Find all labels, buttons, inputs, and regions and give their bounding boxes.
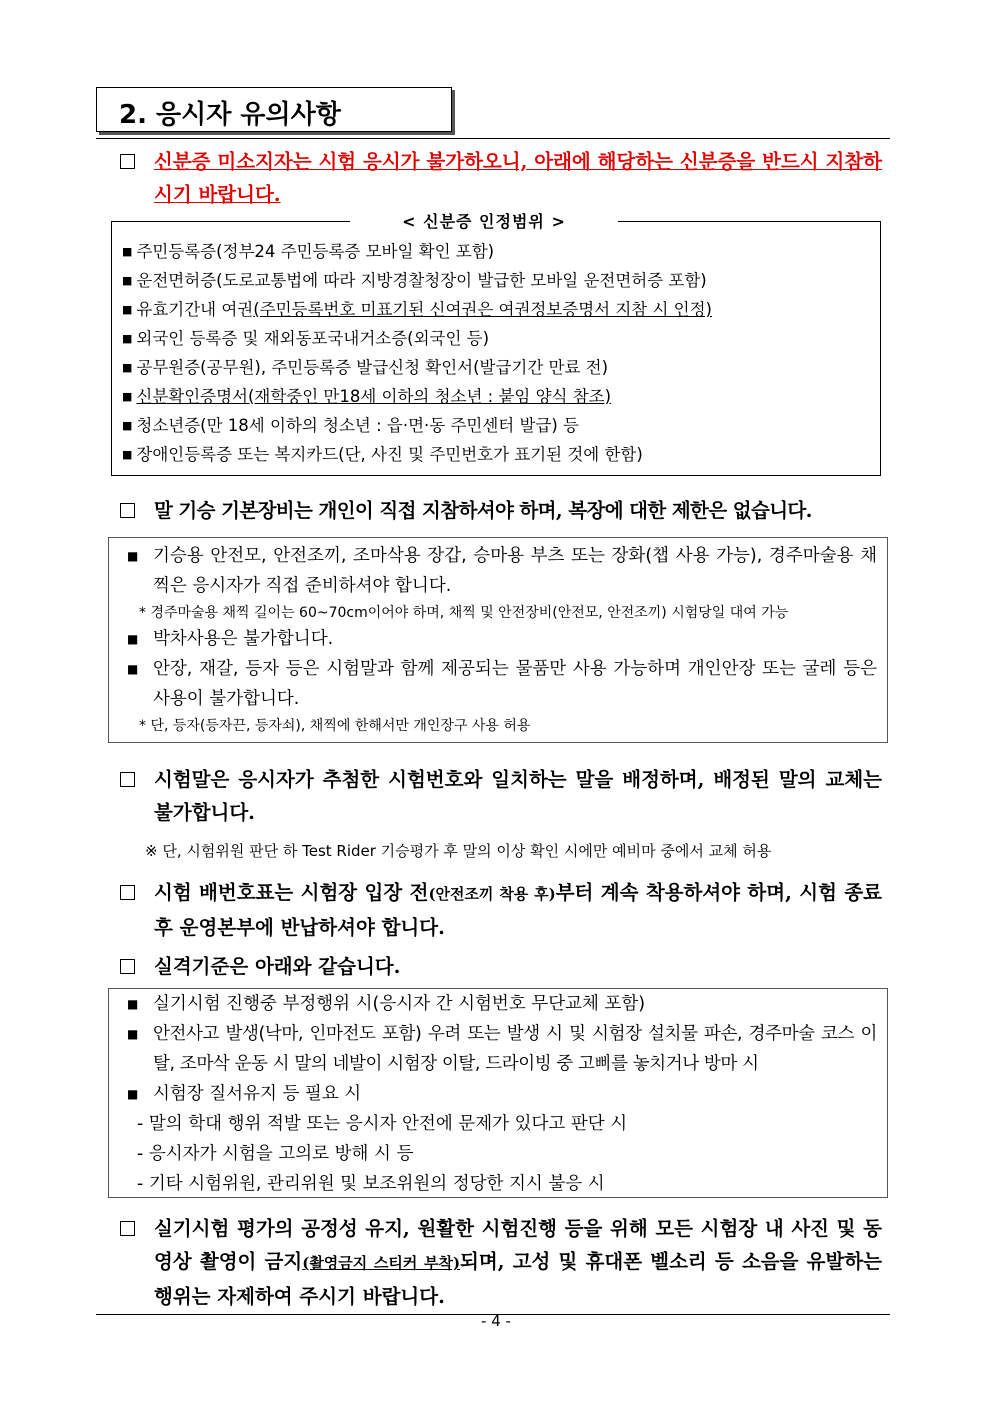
equipment-box: [108, 537, 888, 743]
equipment-note: * 경주마술용 채찍 길이는 60~70cm이어야 하며, 채찍 및 안전장비(안전모, 안전조끼) 시험당일 대여 가능: [139, 605, 789, 621]
id-item: ■ 장애인등록증 또는 복지카드(단, 사진 및 주민번호가 표기된 것에 한함): [122, 445, 643, 464]
top-rule: [96, 138, 890, 139]
list-subitem: - 말의 학대 행위 적발 또는 응시자 안전에 문제가 있다고 판단 시: [137, 1114, 628, 1134]
checkbox-square-icon: [120, 154, 135, 169]
page-number: - 4 -: [481, 1312, 511, 1330]
id-item: ■ 운전면허증(도로교통법에 따라 지방경찰청장이 발급한 모바일 운전면허증 포함): [122, 271, 707, 290]
notice-id: 신분증 미소지자는 시험 응시가 불가하오니, 아래에 해당하는 신분증을 반드시 지참하시기 바랍니다.: [120, 145, 882, 211]
checkbox-square-icon: [120, 959, 135, 974]
list-item: ■ 실기시험 진행중 부정행위 시(응시자 간 시험번호 무단교체 포함): [127, 994, 646, 1014]
checkbox-square-icon: [120, 1221, 135, 1236]
id-item: ■ 신분확인증명서(재학중인 만18세 이하의 청소년 : 붙임 양식 참조): [122, 387, 612, 406]
equipment-note: * 단, 등자(등자끈, 등자쇠), 채찍에 한해서만 개인장구 사용 허용: [139, 718, 531, 734]
checkbox-square-icon: [120, 503, 135, 518]
id-item: ■ 유효기간내 여권(주민등록번호 미표기된 신여권은 여권정보증명서 지참 시 인정): [122, 300, 712, 319]
list-item: ■ 안전사고 발생(낙마, 인마전도 포함) 우려 또는 발생 시 및 시험장 설치물 파손, 경주마술 코스 이탈, 조마삭 운동 시 말의 네발이 시험장 이탈, 드라이빙 중 고삐를 놓치거나 방마 시: [127, 1024, 877, 1074]
list-subitem: - 기타 시험위원, 관리위원 및 보조위원의 정당한 지시 불응 시: [137, 1174, 605, 1194]
id-item: ■ 청소년증(만 18세 이하의 청소년 : 읍·면·동 주민센터 발급) 등: [122, 416, 579, 435]
list-item: ■ 박차사용은 불가합니다.: [127, 629, 334, 649]
checkbox-square-icon: [120, 885, 135, 900]
section-title-box: [96, 87, 452, 132]
list-item: ■ 시험장 질서유지 등 필요 시: [127, 1084, 362, 1104]
checkbox-square-icon: [120, 772, 135, 787]
list-item: ■ 기승용 안전모, 안전조끼, 조마삭용 장갑, 승마용 부츠 또는 장화(챕 사용 가능), 경주마술용 채찍은 응시자가 직접 준비하셔야 합니다.: [127, 546, 877, 596]
id-box-legend: < 신분증 인정범위 >: [350, 209, 618, 235]
id-item: ■ 외국인 등록증 및 재외동포국내거소증(외국인 등): [122, 329, 490, 348]
notice-equipment: 말 기승 기본장비는 개인이 직접 지참하셔야 하며, 복장에 대한 제한은 없습니다.: [120, 494, 900, 527]
notice-photo: 실기시험 평가의 공정성 유지, 원활한 시험진행 등을 위해 모든 시험장 내 사진 및 동영상 촬영이 금지(촬영금지 스티커 부착)되며, 고성 및 휴대폰 벨소리 등 소음을 유발하는 행위는 자제하여 주시기 바랍니다.: [120, 1212, 882, 1313]
id-range-box: [111, 221, 881, 476]
id-item: ■ 주민등록증(정부24 주민등록증 모바일 확인 포함): [122, 242, 495, 261]
horse-note: ※ 단, 시험위원 판단 하 Test Rider 기승평가 후 말의 이상 확인 시에만 예비마 중에서 교체 허용: [145, 842, 772, 860]
notice-horse: 시험말은 응시자가 추첨한 시험번호와 일치하는 말을 배정하며, 배정된 말의 교체는 불가합니다.: [120, 763, 882, 829]
disqualification-box: [108, 988, 888, 1198]
list-item: ■ 안장, 재갈, 등자 등은 시험말과 함께 제공되는 물품만 사용 가능하며 개인안장 또는 굴레 등은 사용이 불가합니다.: [127, 659, 877, 709]
notice-bib: 시험 배번호표는 시험장 입장 전(안전조끼 착용 후)부터 계속 착용하셔야 하며, 시험 종료 후 운영본부에 반납하셔야 합니다.: [120, 876, 882, 944]
id-item: ■ 공무원증(공무원), 주민등록증 발급신청 확인서(발급기간 만료 전): [122, 358, 609, 377]
list-subitem: - 응시자가 시험을 고의로 방해 시 등: [137, 1144, 414, 1164]
section-title: 2. 응시자 유의사항: [119, 100, 341, 130]
notice-disqualification: 실격기준은 아래와 같습니다.: [120, 950, 882, 983]
